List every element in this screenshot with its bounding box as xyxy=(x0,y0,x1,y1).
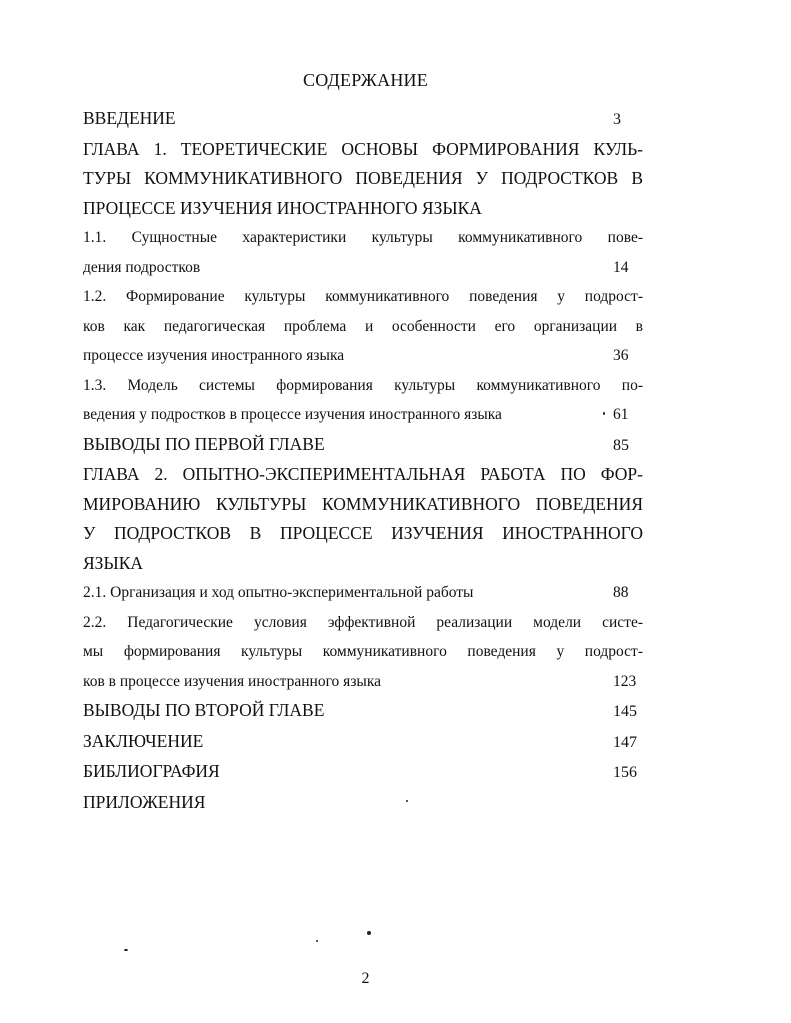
toc-entry-page: 88 xyxy=(613,584,629,601)
toc-entry-line: У ПОДРОСТКОВ В ПРОЦЕССЕ ИЗУЧЕНИЯ ИНОСТРАННОГО xyxy=(83,523,643,543)
toc-entry-label: БИБЛИОГРАФИЯ xyxy=(83,761,220,781)
page-number: 2 xyxy=(361,970,370,987)
toc-entry-page: 156 xyxy=(613,764,637,781)
toc-entry-label: ВЫВОДЫ ПО ВТОРОЙ ГЛАВЕ xyxy=(83,700,325,720)
scan-speck xyxy=(406,800,408,802)
toc-entry-line: МИРОВАНИЮ КУЛЬТУРЫ КОММУНИКАТИВНОГО ПОВЕДЕНИЯ xyxy=(83,493,643,514)
toc-entry-conclusions-chapter-2 xyxy=(83,696,643,727)
toc-entry-line: ПРОЦЕССЕ ИЗУЧЕНИЯ ИНОСТРАННОГО ЯЗЫКА xyxy=(83,197,482,218)
toc-entry-page: 85 xyxy=(613,436,629,454)
toc-entry-label: ВВЕДЕНИЕ xyxy=(83,108,176,128)
toc-entry-conclusions-chapter-1 xyxy=(83,430,643,461)
toc-entry-line: процессе изучения иностранного языка xyxy=(83,347,345,364)
toc-entry-section-2-2 xyxy=(83,608,643,697)
scan-speck xyxy=(603,412,605,415)
toc-entry-page: 3 xyxy=(613,111,621,128)
toc-entry-page: 61 xyxy=(613,406,629,423)
toc-entry-line: дения подростков xyxy=(83,258,201,276)
toc-entry-section-2-1 xyxy=(83,578,643,608)
toc-entry-label: ЗАКЛЮЧЕНИЕ xyxy=(83,730,204,751)
toc-entry-page: 147 xyxy=(613,733,637,751)
toc-entry-section-1-1 xyxy=(83,223,643,282)
toc-entry-page: 36 xyxy=(613,347,629,364)
toc-entry-label: ПРИЛОЖЕНИЯ xyxy=(83,791,206,812)
toc-entry-introduction xyxy=(83,104,643,135)
table-of-contents xyxy=(83,104,643,817)
toc-entry-line: 1.2. Формирование культуры коммуникативного поведения у подрост- xyxy=(83,288,643,305)
toc-entry-line: ков в процессе изучения иностранного языка xyxy=(83,672,382,690)
toc-entry-label: ВЫВОДЫ ПО ПЕРВОЙ ГЛАВЕ xyxy=(83,433,325,454)
toc-entry-page: 14 xyxy=(613,258,629,276)
toc-entry-chapter-1 xyxy=(83,135,643,224)
toc-entry-line: ТУРЫ КОММУНИКАТИВНОГО ПОВЕДЕНИЯ У ПОДРОСТКОВ В xyxy=(83,168,643,188)
scan-speck xyxy=(124,949,128,951)
toc-entry-line: ГЛАВА 2. ОПЫТНО-ЭКСПЕРИМЕНТАЛЬНАЯ РАБОТА ПО ФОР- xyxy=(83,464,643,484)
toc-entry-page: 145 xyxy=(613,703,637,720)
toc-entry-line: мы формирования культуры коммуникативного поведения у подрост- xyxy=(83,643,643,660)
page-title: СОДЕРЖАНИЕ xyxy=(303,70,428,90)
toc-entry-conclusion xyxy=(83,727,643,758)
toc-entry-bibliography xyxy=(83,757,643,788)
toc-entry-chapter-2 xyxy=(83,460,643,578)
toc-entry-line: 2.2. Педагогические условия эффективной реализации модели систе- xyxy=(83,613,643,631)
toc-entry-line: 1.3. Модель системы формирования культуры коммуникативного по- xyxy=(83,376,643,394)
toc-entry-line: ведения у подростков в процессе изучения иностранного языка xyxy=(83,406,502,423)
toc-entry-line: ГЛАВА 1. ТЕОРЕТИЧЕСКИЕ ОСНОВЫ ФОРМИРОВАНИЯ КУЛЬ- xyxy=(83,138,643,159)
scan-speck xyxy=(316,940,318,942)
toc-entry-line: ков как педагогическая проблема и особенности его организации в xyxy=(83,317,643,335)
toc-entry-section-1-3 xyxy=(83,371,643,430)
toc-entry-label: 2.1. Организация и ход опытно-экспериментальной работы xyxy=(83,584,474,601)
toc-entry-section-1-2 xyxy=(83,282,643,371)
toc-entry-line: ЯЗЫКА xyxy=(83,552,144,573)
toc-entry-page: 123 xyxy=(613,672,637,690)
toc-entry-appendices xyxy=(83,788,643,818)
toc-entry-line: 1.1. Сущностные характеристики культуры коммуникативного пове- xyxy=(83,229,643,246)
scan-speck xyxy=(367,931,371,935)
